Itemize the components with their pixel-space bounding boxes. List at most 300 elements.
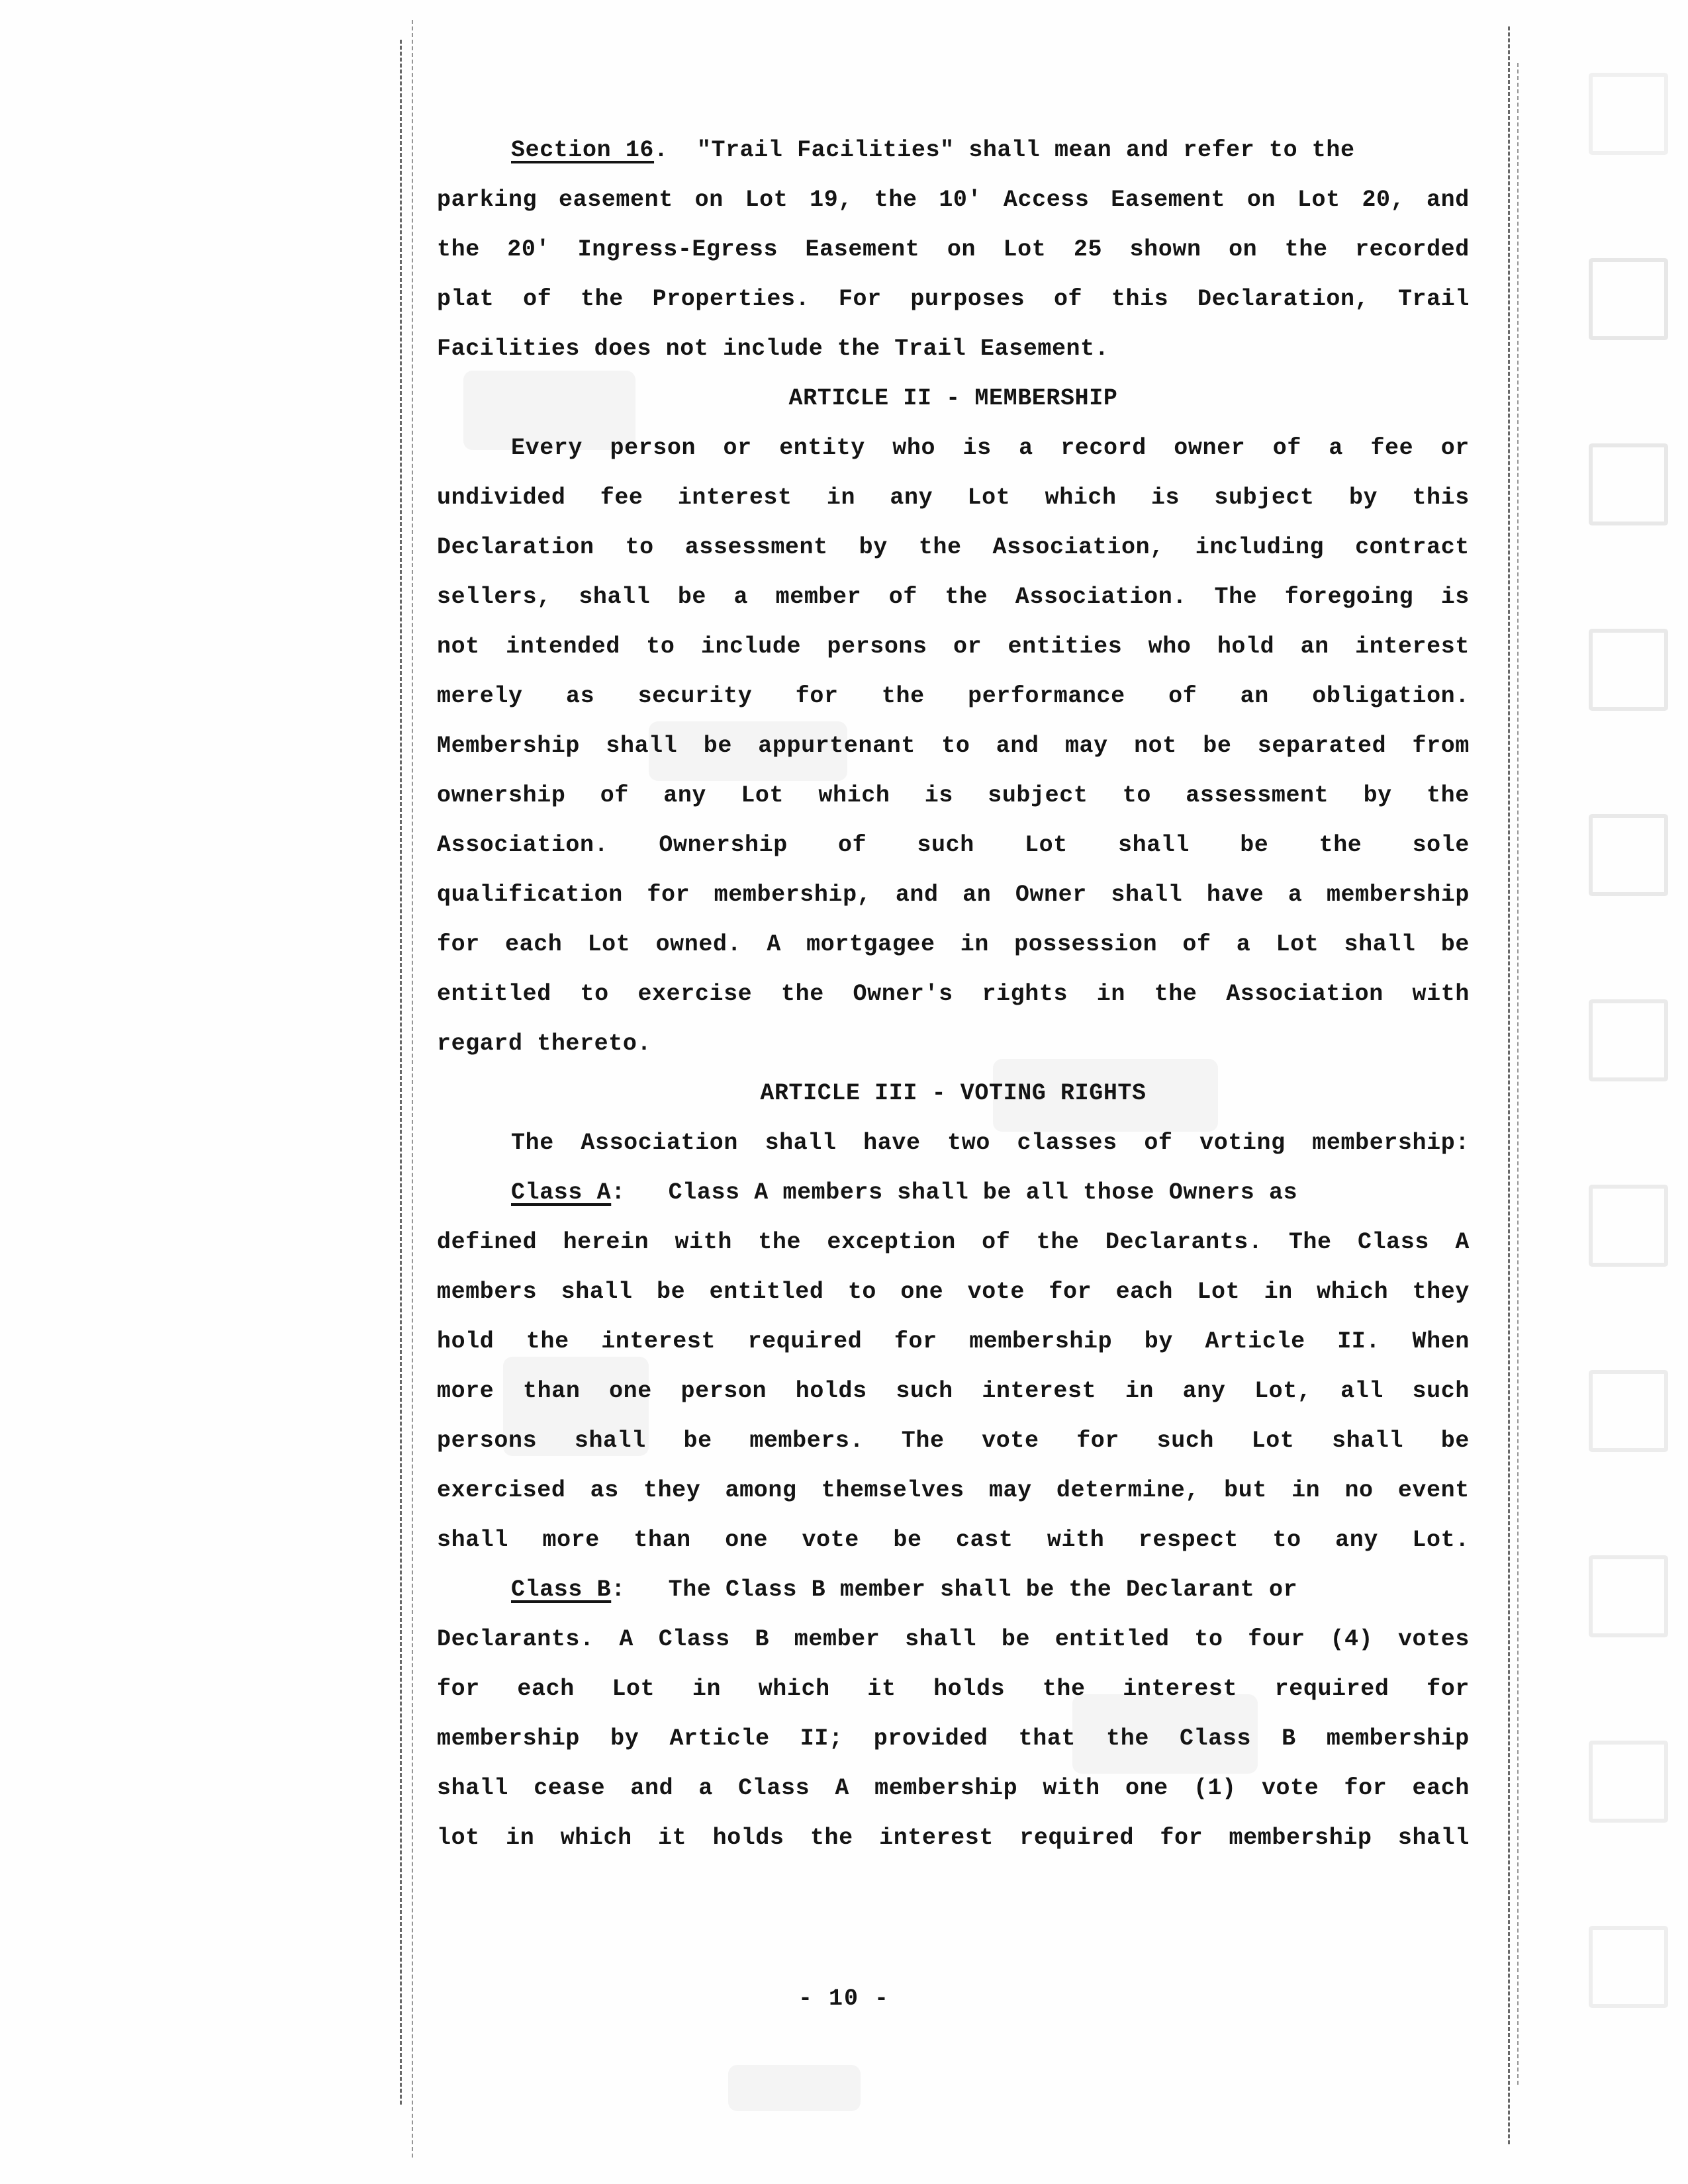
- word: any: [1335, 1527, 1378, 1553]
- word: with: [675, 1229, 732, 1255]
- word: more: [542, 1527, 600, 1553]
- word: Properties.: [652, 286, 810, 312]
- run-in-heading-label: Section 16: [511, 137, 655, 163]
- word: not: [1134, 733, 1177, 759]
- word: may: [1064, 733, 1108, 759]
- word: easement: [559, 187, 673, 213]
- word: vote: [982, 1428, 1039, 1454]
- word: A: [767, 931, 781, 958]
- word: and: [996, 733, 1039, 759]
- word: in: [1096, 981, 1125, 1007]
- word: be: [1203, 733, 1232, 759]
- word: in: [1291, 1477, 1321, 1504]
- bleedthrough-rectangle: [1589, 1185, 1668, 1267]
- paragraph-line: [437, 572, 1470, 622]
- word: fee: [600, 484, 643, 511]
- word: Lot: [1197, 1279, 1241, 1305]
- word: Easement: [805, 236, 920, 263]
- word: by: [610, 1725, 639, 1752]
- word: by: [1348, 484, 1378, 511]
- word: be: [1440, 1428, 1470, 1454]
- word: is: [1440, 584, 1470, 610]
- word: one: [1125, 1775, 1168, 1801]
- word: for: [1160, 1825, 1203, 1851]
- word: Lot: [612, 1676, 655, 1702]
- word: The: [901, 1428, 945, 1454]
- word: or: [953, 633, 982, 660]
- word: Lot: [587, 931, 631, 958]
- word: separated: [1257, 733, 1387, 759]
- word: it: [658, 1825, 687, 1851]
- toner-smudge: [728, 2065, 861, 2111]
- word: on: [947, 236, 976, 263]
- word: membership: [1326, 1725, 1470, 1752]
- word: exception: [827, 1229, 956, 1255]
- word: a: [1236, 931, 1251, 958]
- word: (4): [1330, 1626, 1374, 1653]
- word: to: [580, 981, 609, 1007]
- word: for: [437, 931, 480, 958]
- paragraph-line: [437, 1367, 1470, 1416]
- word: any: [663, 782, 707, 809]
- run-in-heading-label: Class A: [511, 1179, 612, 1206]
- word: shall: [905, 1626, 977, 1653]
- word: respect: [1138, 1527, 1239, 1553]
- bleedthrough-rectangle: [1589, 999, 1668, 1081]
- word: merely: [437, 683, 523, 709]
- word: A: [835, 1775, 849, 1801]
- word: in: [960, 931, 989, 958]
- word: Declarants.: [1105, 1229, 1263, 1255]
- word: membership:: [1312, 1130, 1470, 1156]
- word: undivided: [437, 484, 566, 511]
- word: membership: [969, 1328, 1113, 1355]
- word: shall: [1344, 931, 1416, 958]
- word: Article: [669, 1725, 770, 1752]
- word: A: [619, 1626, 633, 1653]
- word: 20,: [1362, 187, 1405, 213]
- run-in-heading-line: [437, 126, 1470, 175]
- word: votes: [1397, 1626, 1470, 1653]
- word: membership: [437, 1725, 581, 1752]
- word: to: [1272, 1527, 1301, 1553]
- word: such: [1412, 1378, 1470, 1404]
- word: owner: [1174, 435, 1246, 461]
- paragraph-text: : The Class B member shall be the Declarant or: [611, 1576, 1298, 1603]
- bleedthrough-rectangle: [1589, 1555, 1668, 1637]
- word: the: [581, 286, 624, 312]
- word: each: [517, 1676, 575, 1702]
- word: Lot: [1251, 1428, 1295, 1454]
- word: Lot: [741, 782, 784, 809]
- word: a: [1329, 435, 1343, 461]
- word: membership,: [714, 882, 872, 908]
- word: Class: [1357, 1229, 1429, 1255]
- word: two: [947, 1130, 990, 1156]
- word: holds: [933, 1676, 1006, 1702]
- word: who: [892, 435, 936, 461]
- bleedthrough-rectangle: [1589, 814, 1668, 896]
- word: exercised: [437, 1477, 566, 1504]
- word: shall: [437, 1775, 509, 1801]
- word: and: [630, 1775, 674, 1801]
- word: Association.: [437, 832, 609, 858]
- word: shall: [561, 1279, 633, 1305]
- word: owned.: [655, 931, 742, 958]
- word: 19,: [810, 187, 853, 213]
- page-number: - 10 -: [798, 1985, 890, 2012]
- word: the: [1042, 1676, 1086, 1702]
- word: determine,: [1056, 1477, 1199, 1504]
- word: the: [881, 683, 925, 709]
- word: For: [838, 286, 882, 312]
- word: of: [1144, 1130, 1173, 1156]
- word: of: [1272, 435, 1301, 461]
- word: is: [1150, 484, 1180, 511]
- word: of: [600, 782, 629, 809]
- word: Lot: [1003, 236, 1047, 263]
- word: interest: [879, 1825, 994, 1851]
- word: herein: [563, 1229, 649, 1255]
- word: Membership: [437, 733, 581, 759]
- word: the: [1319, 832, 1362, 858]
- paragraph-line: [437, 771, 1470, 821]
- word: shall: [574, 1428, 646, 1454]
- word: plat: [437, 286, 494, 312]
- word: for: [1344, 1775, 1387, 1801]
- word: interest: [677, 484, 792, 511]
- word: to: [1122, 782, 1151, 809]
- word: holds: [712, 1825, 784, 1851]
- word: for: [1427, 1676, 1470, 1702]
- word: Ownership: [659, 832, 788, 858]
- word: person: [610, 435, 696, 461]
- word: shall: [1111, 882, 1183, 908]
- word: such: [896, 1378, 953, 1404]
- word: no: [1344, 1477, 1374, 1504]
- word: Lot,: [1254, 1378, 1312, 1404]
- paragraph-line: [437, 1813, 1470, 1863]
- word: an: [962, 882, 992, 908]
- word: with: [1412, 981, 1470, 1007]
- word: they: [643, 1477, 701, 1504]
- word: the: [918, 534, 962, 561]
- word: Class: [1180, 1725, 1252, 1752]
- word: members: [437, 1279, 538, 1305]
- document-body: [437, 126, 1470, 1863]
- word: four: [1248, 1626, 1305, 1653]
- paragraph-line: [437, 1516, 1470, 1565]
- word: member: [794, 1626, 880, 1653]
- word: a: [1288, 882, 1303, 908]
- word: one: [725, 1527, 769, 1553]
- word: it: [867, 1676, 896, 1702]
- paragraph-line: [437, 721, 1470, 771]
- word: from: [1412, 733, 1470, 759]
- word: each: [1412, 1775, 1470, 1801]
- word: shall: [579, 584, 651, 610]
- word: subject: [988, 782, 1088, 809]
- word: intended: [506, 633, 620, 660]
- word: or: [1440, 435, 1470, 461]
- word: shall: [1332, 1428, 1404, 1454]
- paragraph-line: [437, 1615, 1470, 1664]
- paragraph-line: [437, 970, 1470, 1019]
- word: (1): [1193, 1775, 1237, 1801]
- word: obligation.: [1312, 683, 1470, 709]
- word: include: [700, 633, 802, 660]
- word: is: [924, 782, 953, 809]
- word: of: [888, 584, 917, 610]
- word: required: [1274, 1676, 1389, 1702]
- word: in: [1264, 1279, 1293, 1305]
- word: shown: [1129, 236, 1201, 263]
- paragraph-line: [437, 1664, 1470, 1714]
- word: Declarants.: [437, 1626, 594, 1653]
- word: be: [703, 733, 732, 759]
- word: not: [437, 633, 480, 660]
- word: the: [1106, 1725, 1149, 1752]
- word: interest: [1123, 1676, 1238, 1702]
- word: purposes: [910, 286, 1025, 312]
- paragraph-text: : Class A members shall be all those Owners as: [611, 1179, 1298, 1206]
- paragraph-line: [437, 473, 1470, 523]
- word: in: [692, 1676, 722, 1702]
- word: to: [1194, 1626, 1223, 1653]
- word: which: [1317, 1279, 1389, 1305]
- bleedthrough-rectangle: [1589, 73, 1668, 155]
- word: the: [810, 1825, 853, 1851]
- word: Article: [1205, 1328, 1305, 1355]
- word: Association,: [992, 534, 1164, 561]
- word: such: [1156, 1428, 1215, 1454]
- word: mortgagee: [806, 931, 935, 958]
- word: member: [775, 584, 862, 610]
- word: Lot.: [1412, 1527, 1470, 1553]
- word: required: [747, 1328, 863, 1355]
- word: the: [945, 584, 988, 610]
- word: by: [859, 534, 888, 561]
- paragraph-line: [437, 523, 1470, 572]
- word: is: [962, 435, 992, 461]
- word: entities: [1008, 633, 1123, 660]
- word: shall: [1118, 832, 1190, 858]
- word: 25: [1073, 236, 1103, 263]
- word: vote: [802, 1527, 859, 1553]
- word: be: [1240, 832, 1269, 858]
- word: for: [795, 683, 839, 709]
- word: 20': [507, 236, 551, 263]
- paragraph-line: Facilities does not include the Trail Easement.: [437, 336, 1109, 362]
- paragraph-line: [437, 1466, 1470, 1516]
- word: shall: [765, 1130, 837, 1156]
- word: Trail: [1397, 286, 1470, 312]
- word: of: [1168, 683, 1197, 709]
- scan-edge-line-right-inner: [1508, 26, 1510, 2144]
- word: vote: [1261, 1775, 1319, 1801]
- word: entitled: [1055, 1626, 1170, 1653]
- word: Class: [738, 1775, 810, 1801]
- word: for: [437, 1676, 480, 1702]
- word: which: [758, 1676, 830, 1702]
- word: be: [683, 1428, 712, 1454]
- word: Easement: [1111, 187, 1226, 213]
- word: subject: [1214, 484, 1315, 511]
- word: membership: [1326, 882, 1470, 908]
- run-in-heading-line: [437, 1168, 1470, 1218]
- word: by: [1363, 782, 1392, 809]
- word: by: [1144, 1328, 1173, 1355]
- word: themselves: [821, 1477, 964, 1504]
- word: Every: [511, 435, 583, 461]
- word: members.: [749, 1428, 865, 1454]
- word: as: [590, 1477, 619, 1504]
- word: than: [523, 1378, 581, 1404]
- word: which: [1045, 484, 1117, 511]
- word: and: [895, 882, 939, 908]
- word: they: [1412, 1279, 1470, 1305]
- paragraph-line: [437, 1317, 1470, 1367]
- word: that: [1018, 1725, 1076, 1752]
- word: cast: [956, 1527, 1013, 1553]
- word: lot: [437, 1825, 480, 1851]
- paragraph-line: [437, 672, 1470, 721]
- word: a: [733, 584, 749, 610]
- run-in-heading-label: Class B: [511, 1576, 612, 1603]
- scan-edge-line-left-outer: [400, 40, 402, 2105]
- word: than: [633, 1527, 691, 1553]
- word: any: [1182, 1378, 1226, 1404]
- word: one: [900, 1279, 944, 1305]
- word: of: [838, 832, 867, 858]
- word: Lot: [745, 187, 788, 213]
- word: membership: [874, 1775, 1018, 1801]
- word: but: [1224, 1477, 1267, 1504]
- word: be: [657, 1279, 686, 1305]
- word: shall: [437, 1527, 509, 1553]
- word: including: [1195, 534, 1325, 561]
- paragraph-line: [437, 870, 1470, 920]
- word: hold: [1217, 633, 1275, 660]
- word: of: [523, 286, 552, 312]
- bleedthrough-rectangle: [1589, 1370, 1668, 1452]
- word: in: [826, 484, 856, 511]
- word: interest: [982, 1378, 1097, 1404]
- run-in-heading-line: [437, 1565, 1470, 1615]
- word: which: [560, 1825, 632, 1851]
- word: persons: [827, 633, 927, 660]
- article-heading: ARTICLE III - VOTING RIGHTS: [760, 1080, 1147, 1107]
- word: the: [758, 1229, 802, 1255]
- word: this: [1111, 286, 1169, 312]
- word: Lot: [1297, 187, 1340, 213]
- paragraph-line: [437, 424, 1470, 473]
- word: The: [1288, 1229, 1332, 1255]
- bleedthrough-rectangle: [1589, 258, 1668, 340]
- word: B: [1282, 1725, 1296, 1752]
- word: or: [723, 435, 752, 461]
- word: have: [1206, 882, 1264, 908]
- word: Access: [1003, 187, 1090, 213]
- word: The: [1214, 584, 1258, 610]
- page-bleedthrough-artifacts: [1589, 73, 1668, 2091]
- word: recorded: [1355, 236, 1470, 263]
- word: person: [680, 1378, 767, 1404]
- word: Declaration: [437, 534, 594, 561]
- bleedthrough-rectangle: [1589, 443, 1668, 525]
- word: such: [917, 832, 974, 858]
- word: for: [1076, 1428, 1120, 1454]
- word: Association: [1226, 981, 1383, 1007]
- word: the: [1036, 1229, 1080, 1255]
- word: may: [988, 1477, 1032, 1504]
- word: performance: [968, 683, 1125, 709]
- word: II;: [800, 1725, 843, 1752]
- paragraph-line: [437, 1267, 1470, 1317]
- word: Lot: [1025, 832, 1068, 858]
- word: voting: [1199, 1130, 1286, 1156]
- word: entitled: [437, 981, 551, 1007]
- word: be: [1440, 931, 1470, 958]
- word: for: [647, 882, 690, 908]
- word: provided: [873, 1725, 988, 1752]
- word: rights: [982, 981, 1068, 1007]
- word: more: [437, 1378, 494, 1404]
- word: with: [1047, 1527, 1105, 1553]
- word: an: [1300, 633, 1329, 660]
- paragraph-line: [437, 1714, 1470, 1764]
- word: parking: [437, 187, 538, 213]
- word: ownership: [437, 782, 566, 809]
- word: appurtenant: [758, 733, 915, 759]
- word: the: [1284, 236, 1328, 263]
- word: each: [1115, 1279, 1173, 1305]
- word: Lot: [967, 484, 1011, 511]
- paragraph-line: [437, 225, 1470, 275]
- word: entitled: [709, 1279, 824, 1305]
- word: among: [725, 1477, 797, 1504]
- word: have: [863, 1130, 921, 1156]
- word: the: [437, 236, 480, 263]
- word: in: [506, 1825, 535, 1851]
- paragraph-line: [437, 175, 1470, 225]
- word: Owner's: [853, 981, 953, 1007]
- word: the: [874, 187, 917, 213]
- word: Declaration,: [1197, 286, 1370, 312]
- word: persons: [437, 1428, 538, 1454]
- word: all: [1340, 1378, 1383, 1404]
- word: required: [1019, 1825, 1135, 1851]
- word: event: [1397, 1477, 1470, 1504]
- word: foregoing: [1284, 584, 1414, 610]
- article-heading: ARTICLE II - MEMBERSHIP: [788, 385, 1118, 412]
- word: contract: [1355, 534, 1470, 561]
- word: to: [941, 733, 970, 759]
- word: sole: [1412, 832, 1470, 858]
- word: Lot: [1276, 931, 1319, 958]
- word: The: [511, 1130, 554, 1156]
- word: 10': [939, 187, 982, 213]
- word: Owner: [1015, 882, 1087, 908]
- word: Association.: [1015, 584, 1187, 610]
- word: Ingress-Egress: [577, 236, 778, 263]
- word: in: [1125, 1378, 1154, 1404]
- word: each: [504, 931, 563, 958]
- word: of: [1053, 286, 1083, 312]
- word: the: [780, 981, 824, 1007]
- word: and: [1427, 187, 1470, 213]
- word: A: [1455, 1229, 1470, 1255]
